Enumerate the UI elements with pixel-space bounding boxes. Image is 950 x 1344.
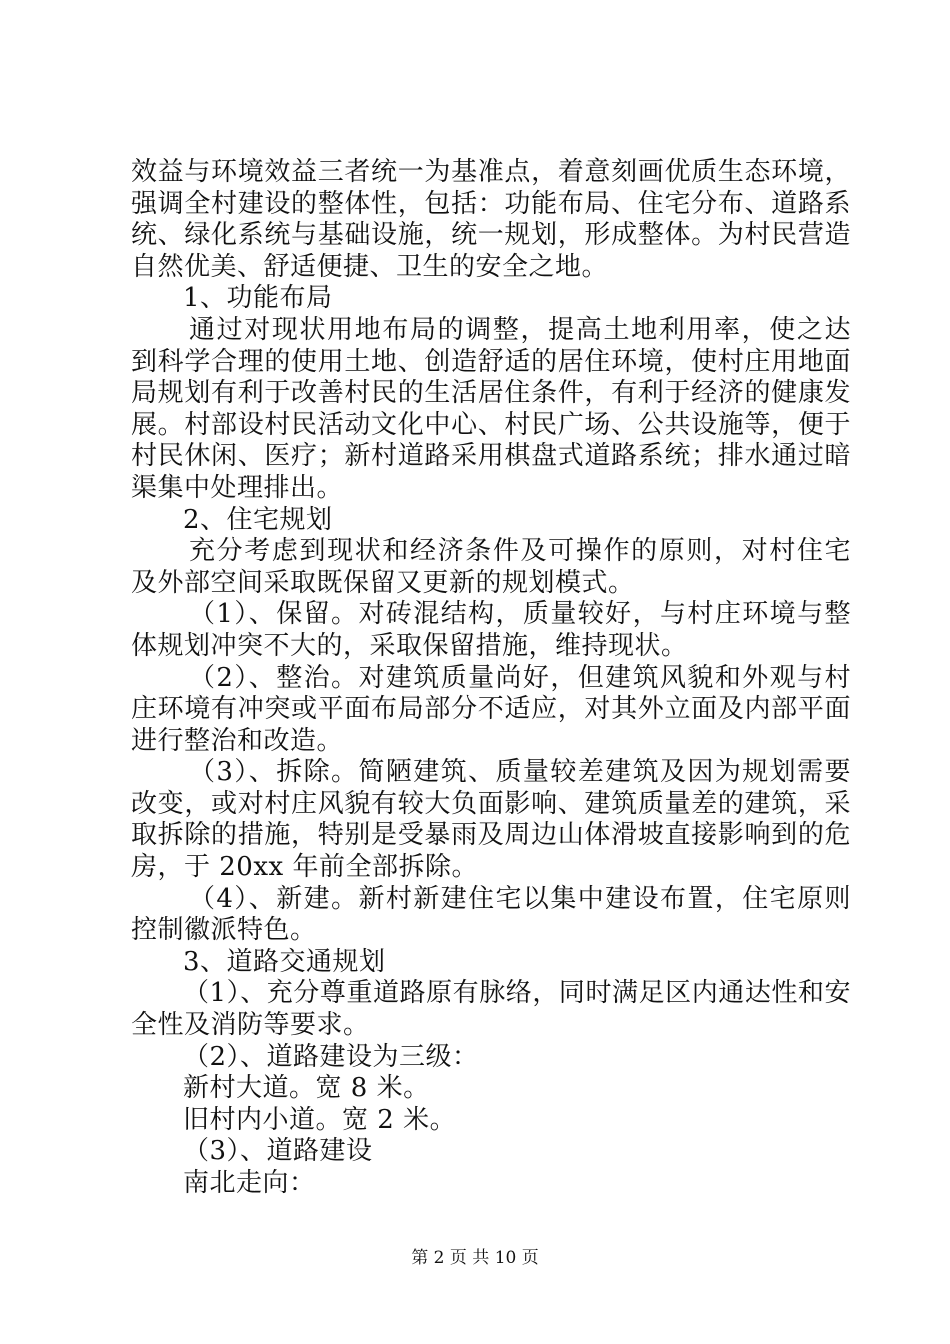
paragraph: 效益与环境效益三者统一为基准点，着意刻画优质生态环境，强调全村建设的整体性，包括：功能布局、住宅分布、道路系统、绿化系统与基础设施，统一规划，形成整体。为村民营造自然优美、舒适便捷、卫生的安全之地。: [131, 157, 851, 282]
paragraph: 充分考虑到现状和经济条件及可操作的原则，对村住宅及外部空间采取既保留又更新的规划模式。: [131, 536, 851, 598]
page-footer: 第 2 页 共 10 页: [411, 1248, 539, 1268]
list-item: （2）、道路建设为三级：: [183, 1041, 479, 1072]
list-item: （2）、整治。对建筑质量尚好，但建筑风貌和外观与村庄环境有冲突或平面布局部分不适应，对其外立面及内部平面进行整治和改造。: [131, 662, 851, 756]
paragraph: 新村大道。宽 8 米。: [183, 1073, 430, 1104]
section-heading: 1、功能布局: [183, 283, 333, 314]
paragraph: 旧村内小道。宽 2 米。: [183, 1104, 457, 1135]
list-item: （4）、新建。新村新建住宅以集中建设布置，住宅原则控制徽派特色。: [131, 883, 851, 946]
list-item: （3）、道路建设: [183, 1136, 373, 1167]
paragraph: 南北走向：: [183, 1168, 316, 1198]
paragraph: 通过对现状用地布局的调整，提高土地利用率，使之达到科学合理的使用土地、创造舒适的居住环境，使村庄用地面局规划有利于改善村民的生活居住条件，有利于经济的健康发展。村部设村民活动文化中心、村民广场、公共设施等，便于村民休闲、医疗；新村道路采用棋盘式道路系统；排水通过暗渠集中处理排出。: [131, 314, 851, 503]
document-body: [0, 157, 950, 1200]
list-item: （3）、拆除。简陋建筑、质量较差建筑及因为规划需要改变，或对村庄风貌有较大负面影响、建筑质量差的建筑，采取拆除的措施，特别是受暴雨及周边山体滑坡直接影响到的危房，于 20xx 年前全部拆除。: [131, 757, 851, 883]
list-item: （1）、保留。对砖混结构，质量较好，与村庄环境与整体规划冲突不大的，采取保留措施，维持现状。: [131, 599, 851, 661]
section-heading: 2、住宅规划: [183, 504, 333, 535]
list-item: （1）、充分尊重道路原有脉络，同时满足区内通达性和安全性及消防等要求。: [131, 978, 851, 1041]
section-heading: 3、道路交通规划: [183, 946, 386, 977]
